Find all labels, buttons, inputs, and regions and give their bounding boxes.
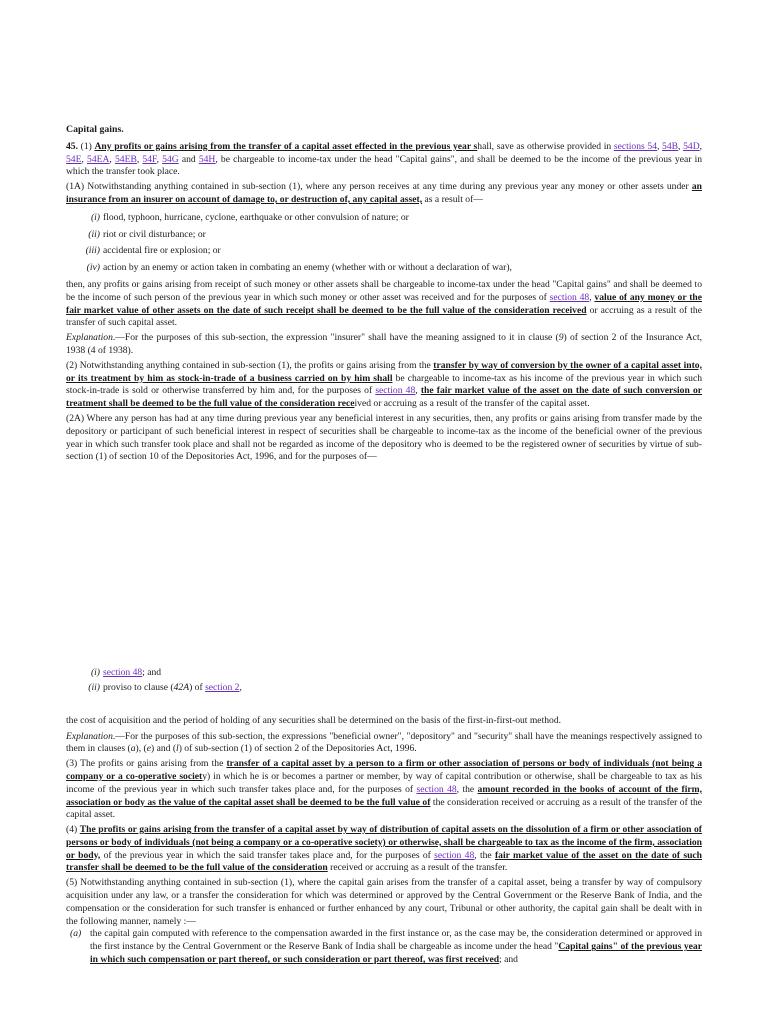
clause-5: (5) Notwithstanding anything contained in sub-section (1), where the capital gain arises from the transfer of a capital asset, being a transfer by way of compulsory acquisition under any law, or a transfer the consideration for which was determined or approved by the Central Government or the Reserve Bank of India, and the compensation or the consideration for such transfer is enhanced or further enhanced by any court, Tribunal or other authority, the capital gain shall be dealt with in the following manner, namely :—: [66, 877, 702, 927]
highlighted-text: value of any money or the fair market value of other assets on the date of such receipt shall be deemed to be the full value of the consideration received: [66, 291, 703, 316]
clause-2a: (2A) Where any person has had at any time during previous year any beneficial interest in any securities, then, any profits or gains arising from transfer made by the depository or participant of such beneficial interest in respect of securities shall be chargeable to income-tax as the income of the beneficial owner of the previous year in which such transfer took place and shall not be regarded as income of the depository who is deemed to be the registered owner of securities by virtue of sub-section (1) of section 10 of the Depositories Act, 1996, and for the purposes of—: [66, 412, 702, 463]
link-54eb[interactable]: 54EB: [114, 153, 137, 165]
cost-of-acquisition: the cost of acquisition and the period of holding of any securities shall be determined on the basis of the first-in-first-out method.: [66, 714, 562, 726]
link-section-54[interactable]: sections 54: [613, 140, 657, 152]
clause-2: (2) Notwithstanding anything contained in sub-section (1), the profits or gains arising from the transfer by way of conversion by the owner of a capital asset into, or its treatment by him as stock-in-trade of a business carried on by him shall be chargeable to income-tax as his income of the previous year in which such stock-in-trade is sold or otherwise transferred by him and, for the purposes of section 48, the fair market value of the asset on the date of such conversion or treatment shall be deemed to be the full value of the consideration received or accruing as a result of the transfer of the capital asset.: [66, 359, 703, 410]
highlighted-text: an insurance from an insurer on account of damage to, or destruction of, any capital asset,: [66, 181, 702, 205]
highlighted-text: Capital gains" of the previous year in which such compensation or part thereof, or such consideration or part thereof, was first received: [90, 941, 702, 966]
highlighted-text: the fair market value of the asset on the date of such conversion or treatment shall be deemed to be the full value of the consideration rece: [66, 385, 703, 410]
link-section-48[interactable]: section 48: [549, 291, 590, 303]
highlighted-text: fair market value of the asset on the date of such transfer shall be deemed to be the full value of the consideration: [66, 849, 703, 874]
explanation-depository: Explanation.—For the purposes of this sub-section, the expressions "beneficial owner", "depository" and "security" shall have the meanings respectively assigned to them in clauses (a), (e) and (l) of sub-section (1) of section 2 of the Depositories Act, 1996.: [66, 730, 702, 755]
link-54f[interactable]: 54F: [142, 153, 157, 165]
blank-area: [66, 464, 702, 667]
link-54d[interactable]: 54D: [683, 140, 700, 152]
highlighted-text: transfer by way of conversion by the owner of a capital asset into, or its treatment by him as stock-in-trade of a business carried on by him shall: [66, 359, 702, 384]
link-54b[interactable]: 54B: [662, 140, 679, 152]
list-item: (iv) action by an enemy or action taken in combating an enemy (whether with or without a declaration of war),: [86, 262, 512, 274]
link-54ea[interactable]: 54EA: [87, 153, 110, 165]
list-item: (i) section 48; and: [90, 667, 162, 679]
document-page: [66, 0, 702, 967]
list-item: (iii) accidental fire or explosion; or: [85, 245, 221, 257]
clause-1a-then: then, any profits or gains arising from receipt of such money or other assets shall be chargeable to income-tax under the head "Capital gains" and shall be deemed to be the income of such person of the previous year in which such money or other asset was received and for the purposes of section 48, value of any money or the fair market value of other assets on the date of such receipt shall be deemed to be the full value of the consideration received or accruing as a result of the transfer of such capital asset.: [66, 278, 703, 329]
section-heading: Capital gains.: [66, 124, 124, 135]
link-section-48[interactable]: section 48: [416, 783, 457, 795]
highlighted-text: The profits or gains arising from the transfer of a capital asset by way of distribution of capital assets on the dissolution of a firm or other association of persons or body of individuals (not being a company or a co-operative society) or otherwise, shall be chargeable to tax as the income of the firm, association or body,: [66, 824, 702, 861]
clause-3: (3) The profits or gains arising from the transfer of a capital asset by a person to a firm or other association of persons or body of individuals (not being a company or a co-operative society) in which he is or becomes a partner or member, by way of capital contribution or otherwise, shall be chargeable to tax as his income of the previous year in which such transfer takes place and, for the purposes of section 48, the amount recorded in the books of account of the firm, association or body as the value of the capital asset shall be deemed to be the full value of the consideration received or accruing as a result of the transfer of the capital asset.: [66, 758, 703, 821]
link-54g[interactable]: 54G: [162, 153, 179, 165]
link-section-2[interactable]: section 2: [205, 681, 240, 693]
clause-4: (4) The profits or gains arising from the transfer of a capital asset by way of distribution of capital assets on the dissolution of a firm or other association of persons or body of individuals (not being a company or a co-operative society) or otherwise, shall be chargeable to tax as the income of the firm, association or body, of the previous year in which the said transfer takes place and, for the purposes of section 48, the fair market value of the asset on the date of such transfer shall be deemed to be the full value of the consideration received or accruing as a result of the transfer.: [66, 824, 703, 874]
highlighted-text: amount recorded in the books of account of the firm, association or body as the value of the capital asset shall be deemed to be the full value of: [66, 783, 703, 808]
link-section-48[interactable]: section 48: [103, 667, 143, 679]
list-item: (a) the capital gain computed with reference to the compensation awarded in the first instance or, as the case may be, the consideration determined or approved in the first instance by the Central Government or the Reserve Bank of India shall be chargeable as income under the head "Capital gains" of the previous year in which such compensation or part thereof, or such consideration or part thereof, was first received; and: [70, 928, 702, 966]
clause-45-1: 45. (1) Any profits or gains arising from the transfer of a capital asset effected in the previous year shall, save as otherwise provided in sections 54, 54B, 54D, 54E, 54EA, 54EB, 54F, 54G and 54H, be chargeable to income-tax under the head "Capital gains", and shall be deemed to be the income of the previous year in which the transfer took place.: [66, 140, 703, 178]
explanation-insurer: Explanation.—For the purposes of this sub-section, the expression "insurer" shall have the meaning assigned to it in clause (9) of section 2 of the Insurance Act, 1938 (4 of 1938).: [66, 332, 703, 356]
link-section-48[interactable]: section 48: [375, 385, 416, 397]
list-item: (i) flood, typhoon, hurricane, cyclone, earthquake or other convulsion of nature; or: [90, 211, 409, 223]
link-section-48[interactable]: section 48: [434, 849, 475, 861]
section-number: 45.: [66, 140, 78, 152]
list-item: (ii) proviso to clause (42A) of section 2,: [88, 681, 242, 693]
highlighted-text: Any profits or gains arising from the transfer of a capital asset effected in the previous year s: [94, 140, 478, 152]
highlighted-text: transfer of a capital asset by a person to a firm or other association of persons or body of individuals (not being a company or a co-operative societ: [66, 758, 703, 782]
list-item: (ii) riot or civil disturbance; or: [88, 228, 206, 240]
link-54e[interactable]: 54E: [66, 153, 82, 165]
clause-1a: (1A) Notwithstanding anything contained in sub-section (1), where any person receives at any time during any previous year any money or other assets under an insurance from an insurer on account of damage to, or destruction of, any capital asset, as a result of—: [66, 181, 702, 205]
link-54h[interactable]: 54H: [198, 153, 216, 165]
